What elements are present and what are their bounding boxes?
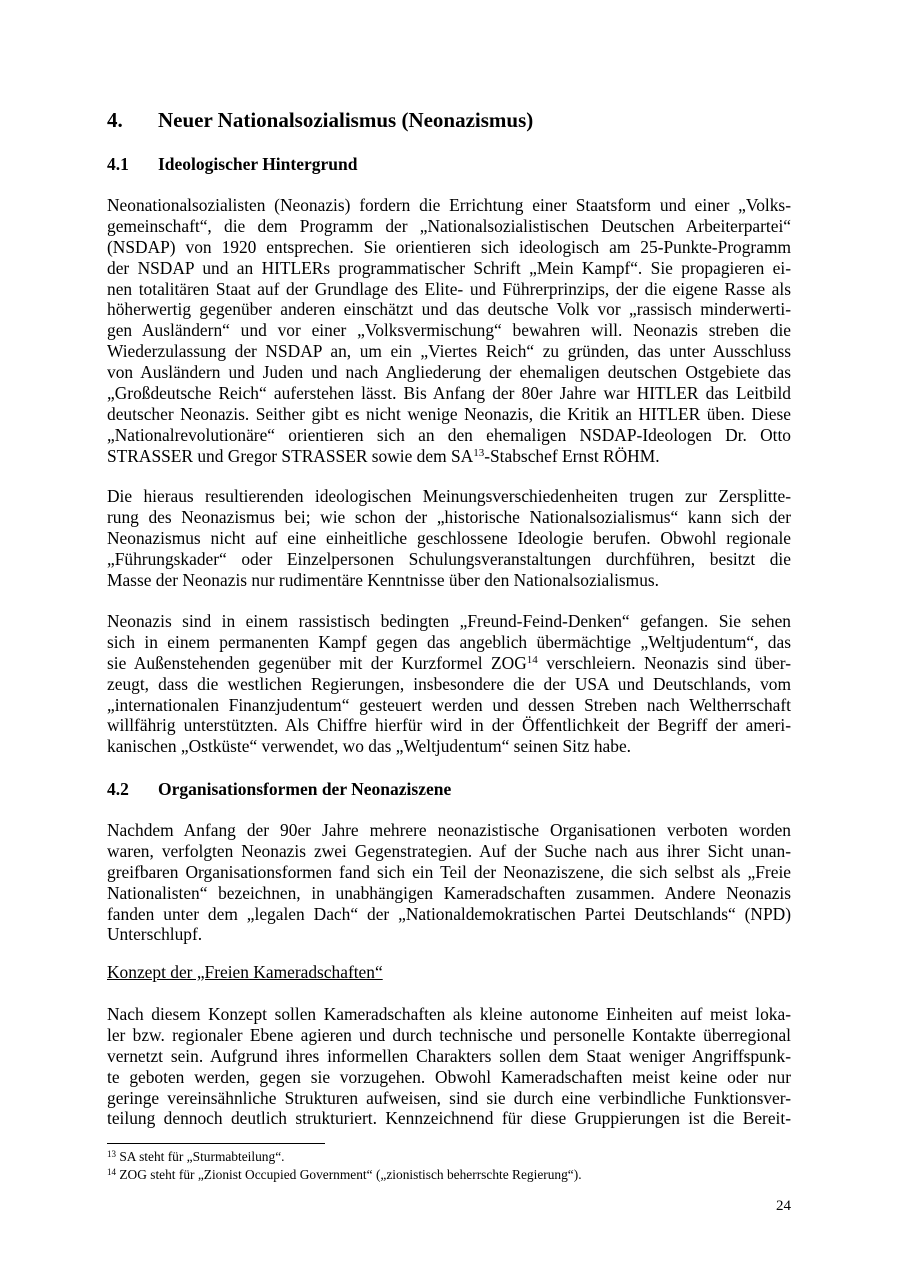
text-line: Nachdem Anfang der 90er Jahre mehrere neonazistische Organisationen verboten worden (107, 820, 791, 840)
footnote-14 (107, 1167, 582, 1183)
paragraph-2 (107, 486, 791, 590)
text-line: waren, verfolgten Neonazis zwei Gegenstrategien. Auf der Suche nach aus ihrer Sicht unan- (107, 840, 791, 861)
paragraph-3 (107, 611, 791, 757)
paragraph-1 (107, 195, 791, 467)
text-run: verschleiern. Neonazis sind über- (537, 652, 791, 673)
text-line: greifbaren Organisationsformen fand sich ein Teil der Neonaziszene, die sich selbst als „Freie (107, 861, 791, 882)
chapter-title: Neuer Nationalsozialismus (Neonazismus) (158, 108, 534, 132)
text-line: te geboten werden, gegen sie vorzugehen. Obwohl Kameradschaften meist keine oder nur (107, 1066, 791, 1087)
text-line: „internationalen Finanzjudentum“ gesteuert werden und dessen Streben nach Weltherrschaft (107, 694, 791, 715)
text-line (107, 653, 791, 674)
text-line: „Großdeutsche Reich“ auferstehen lässt. Bis Anfang der 80er Jahre war HITLER das Leitbild (107, 383, 791, 404)
text-line: Neonazismus nicht auf eine einheitliche geschlossene Ideologie berufen. Obwohl regionale (107, 527, 791, 548)
chapter-number: 4. (107, 108, 123, 132)
text-line: ler bzw. regionaler Ebene agieren und durch technische und personelle Kontakte überregional (107, 1024, 791, 1045)
section-heading-4-2 (107, 779, 451, 800)
text-line: „Führungskader“ oder Einzelpersonen Schulungsveranstaltungen durchführen, besitzt die (107, 548, 791, 569)
text-line: deutscher Neonazis. Seither gibt es nicht wenige Neonazis, die Kritik an HITLER üben. Diese (107, 403, 791, 424)
text-line: gemeinschaft“, die dem Programm der „Nationalsozialistischen Deutschen Arbeiterpartei“ (107, 215, 791, 236)
footnote-ref-14[interactable]: 14 (526, 653, 538, 666)
text-line: kanischen „Ostküste“ verwendet, wo das „Weltjudentum“ seinen Sitz habe. (107, 736, 632, 757)
text-line: Nationalisten“ bezeichnen, in unabhängigen Kameradschaften zusammen. Andere Neonazis (107, 882, 791, 903)
footnote-text: ZOG steht für „Zionist Occupied Government“ („zionistisch beherrschte Regierung“). (119, 1167, 582, 1182)
text-line (107, 446, 791, 467)
section-number: 4.1 (107, 154, 129, 174)
text-line: vernetzt sein. Aufgrund ihres informellen Charakters sollen dem Staat weniger Angriffspunk- (107, 1045, 791, 1066)
text-line: gen Ausländern“ und vor einer „Volksvermischung“ bewahren will. Neonazis streben die (107, 320, 791, 341)
section-heading-4-1 (107, 154, 357, 175)
section-title: Organisationsformen der Neonaziszene (158, 779, 452, 799)
text-line: Wiederzulassung der NSDAP an, um ein „Viertes Reich“ zu gründen, das unter Ausschluss (107, 341, 791, 362)
footnote-divider (107, 1143, 325, 1144)
text-line: Unterschlupf. (107, 924, 203, 945)
subheading-freie-kameradschaften: Konzept der „Freien Kameradschaften“ (107, 962, 383, 982)
text-line: zeugt, dass die westlichen Regierungen, insbesondere die der USA und Deutschlands, vom (107, 673, 791, 694)
text-line: von Ausländern und Juden und nach Angliederung der ehemaligen deutschen Ostgebiete das (107, 362, 791, 383)
paragraph-5 (107, 1004, 791, 1129)
text-line: willfährig unterstützten. Als Chiffre hierfür wird in der Öffentlichkeit der Begriff der ameri- (107, 715, 791, 736)
footnote-ref-13[interactable]: 13 (473, 446, 485, 459)
section-number: 4.2 (107, 779, 129, 799)
text-line: der NSDAP und an HITLERs programmatischer Schrift „Mein Kampf“. Sie propagieren ei- (107, 257, 791, 278)
text-run: STRASSER und Gregor STRASSER sowie dem SA (107, 445, 474, 466)
section-title: Ideologischer Hintergrund (158, 154, 358, 174)
text-line: sich in einem permanenten Kampf gegen das angeblich übermächtige „Weltjudentum“, das (107, 631, 791, 652)
text-line: Masse der Neonazis nur rudimentäre Kenntnisse über den Nationalsozialismus. (107, 569, 659, 590)
text-line: Neonationalsozialisten (Neonazis) fordern die Errichtung einer Staatsform und einer „Volks- (107, 195, 791, 215)
text-line: teilung dennoch deutlich strukturiert. Kennzeichnend für diese Gruppierungen ist die Bereit- (107, 1108, 791, 1129)
footnote-text: SA steht für „Sturmabteilung“. (119, 1149, 285, 1164)
text-run: -Stabschef Ernst RÖHM. (484, 445, 660, 466)
paragraph-4 (107, 820, 791, 945)
footnote-13 (107, 1149, 285, 1165)
text-line: fanden unter dem „legalen Dach“ der „Nationaldemokratischen Partei Deutschlands“ (NPD) (107, 903, 791, 924)
text-line: höherwertig gegenüber anderen einschätzt und das deutsche Volk vor „rassisch minderwerti- (107, 299, 791, 320)
text-line: Nach diesem Konzept sollen Kameradschaften als kleine autonome Einheiten auf meist loka- (107, 1004, 791, 1024)
text-line: Die hieraus resultierenden ideologischen Meinungsverschiedenheiten trugen zur Zersplitte- (107, 486, 791, 506)
text-line: rung des Neonazismus bei; wie schon der „historische Nationalsozialismus“ kann sich der (107, 506, 791, 527)
text-run: sie Außenstehenden gegenüber mit der Kurzformel ZOG (107, 652, 527, 673)
chapter-heading (107, 108, 533, 133)
text-line: geringe vereinsähnliche Strukturen aufweisen, sind sie durch eine verbindliche Funktionsver- (107, 1087, 791, 1108)
text-line: „Nationalrevolutionäre“ orientieren sich an den ehemaligen NSDAP-Ideologen Dr. Otto (107, 424, 791, 445)
text-line: (NSDAP) von 1920 entsprechen. Sie orientieren sich ideologisch am 25-Punkte-Programm (107, 236, 791, 257)
text-line: nen totalitären Staat auf der Grundlage des Elite- und Führerprinzips, der die eigene Rasse als (107, 278, 791, 299)
page-number: 24 (776, 1198, 791, 1214)
footnote-mark: 14 (107, 1167, 116, 1177)
text-line: Neonazis sind in einem rassistisch bedingten „Freund-Feind-Denken“ gefangen. Sie sehen (107, 611, 791, 631)
footnote-mark: 13 (107, 1149, 116, 1159)
